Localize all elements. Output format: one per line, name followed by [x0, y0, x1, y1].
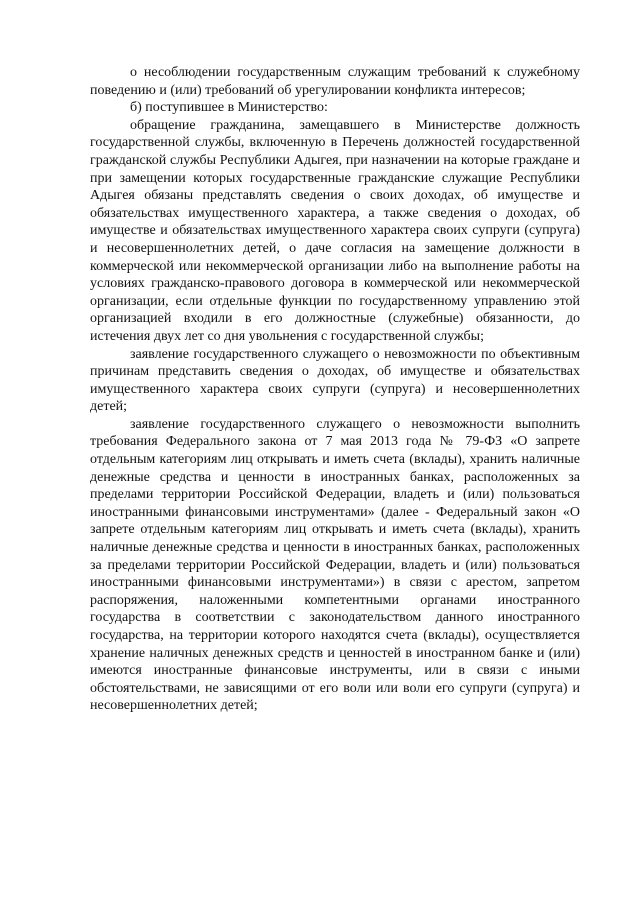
paragraph-federal-law-application: заявление государственного служащего о невозможности выполнить требования Федерального закона от 7 мая 2013 года № 79-ФЗ «О запрете отдельным категориям лиц открывать и иметь счета (вклады), хранить наличные денежные средства и ценности в иностранных банках, расположенных за пределами территории Российской Федерации, владеть и (или) пользоваться иностранными финансовыми инструментами» (далее - Федеральный закон «О запрете отдельным категориям лиц открывать и иметь счета (вклады), хранить наличные денежные средства и ценности в иностранных банках, расположенных за пределами территории Российской Федерации, владеть и (или) пользоваться иностранными финансовыми инструментами») в связи с арестом, запретом распоряжения, наложенными компетентными органами иностранного государства в соответствии с законодательством данного иностранного государства, на территории которого находятся счета (вклады), осуществляется хранение наличных денежных средств и ценностей в иностранном банке и (или) имеются иностранные финансовые инструменты, или в связи с иными обстоятельствами, не зависящими от его воли или воли его супруги (супруга) и несовершеннолетних детей;: [90, 416, 580, 714]
paragraph-conflict-of-interest: о несоблюдении государственным служащим требований к служебному поведению и (или) требований об урегулировании конфликта интересов;: [90, 65, 580, 98]
document-body: [90, 64, 580, 715]
paragraph-income-statement-application: заявление государственного служащего о невозможности по объективным причинам представить сведения о доходах, об имуществе и обязательствах имущественного характера своих супруги (супруга) и несовершеннолетних детей;: [90, 346, 580, 415]
paragraph-received-in-ministry: б) поступившее в Министерство:: [130, 100, 328, 116]
paragraph-citizen-appeal: обращение гражданина, замещавшего в Министерстве должность государственной службы, включенную в Перечень должностей государственной гражданской службы Республики Адыгея, при назначении на которые граждане и при замещении которых государственные гражданские служащие Республики Адыгея обязаны представлять сведения о своих доходах, об имуществе и обязательствах имущественного характера, а также сведения о доходах, об имуществе и обязательствах имущественного характера своих супруги (супруга) и несовершеннолетних детей, о даче согласия на замещение должности в коммерческой или некоммерческой организации либо на выполнение работы на условиях гражданско-правового договора в коммерческой или некоммерческой организации, если отдельные функции по государственному управлению этой организацией входили в его должностные (служебные) обязанности, до истечения двух лет со дня увольнения с государственной службы;: [90, 117, 580, 344]
